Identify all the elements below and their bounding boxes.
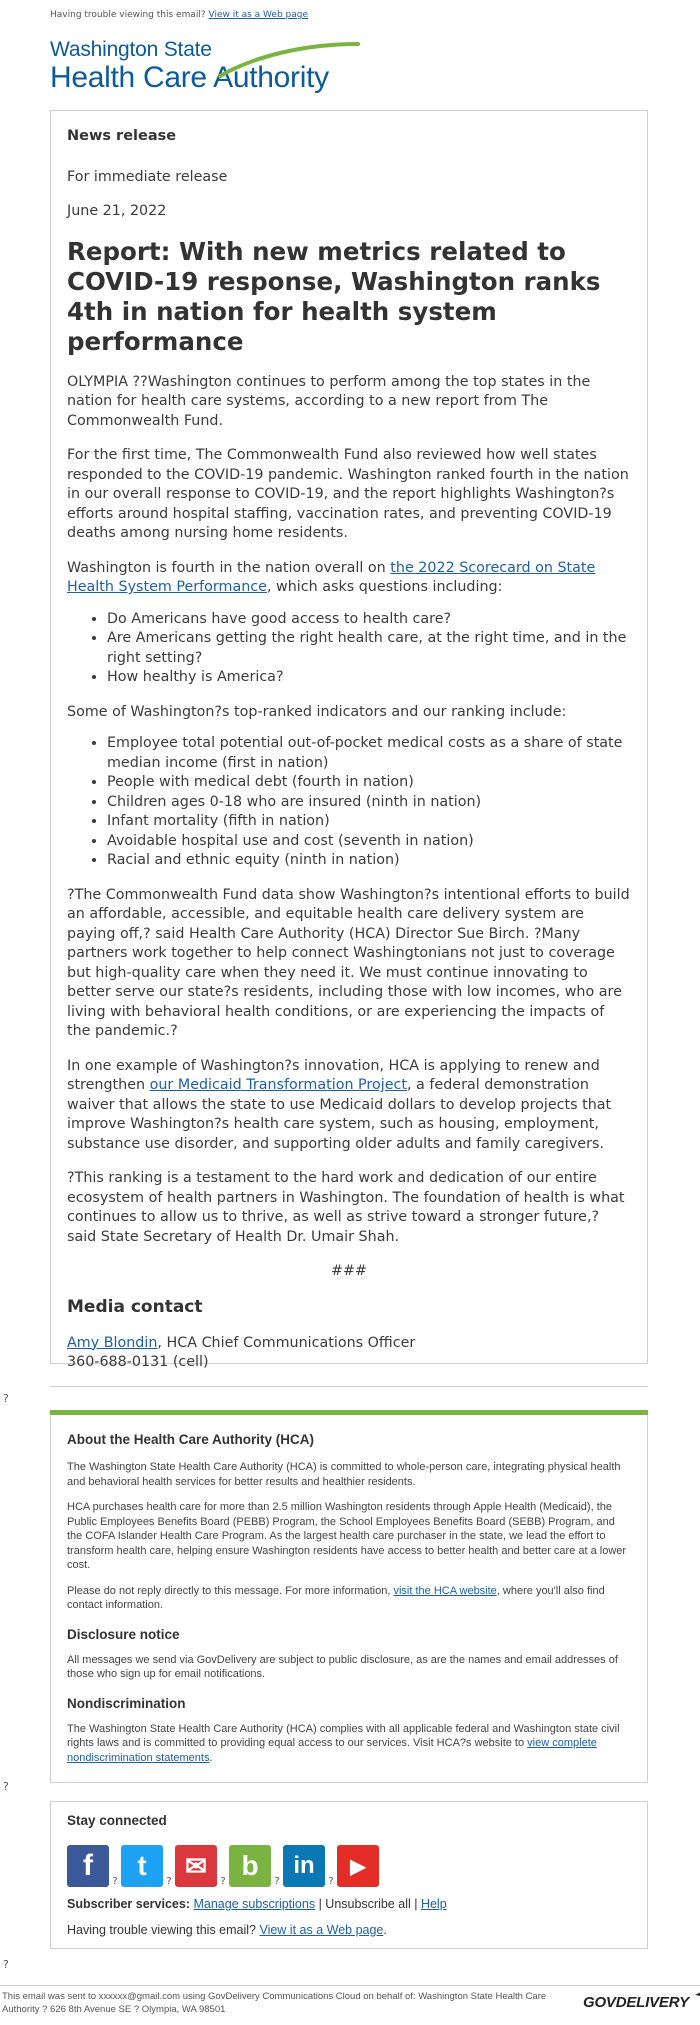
hca-website-link[interactable]: visit the HCA website (393, 1584, 497, 1597)
contact-name-link[interactable]: Amy Blondin (67, 1334, 158, 1351)
about-hca-card (50, 1415, 648, 1783)
list-item: • Racial and ethnic equity (ninth in nation) (107, 851, 631, 871)
list-item: • Children ages 0-18 who are insured (ninth in nation) (107, 793, 631, 813)
view-web-page-bottom-link[interactable]: View it as a Web page (259, 1923, 384, 1937)
about-paragraph-2: HCA purchases health care for more than 2.5 million Washington residents through Apple Health (Medicaid), the Public Employees Benefits Board (PEBB) Program, the School Employees Benefits Board (SEBB) Program, and the COFA Islander Health Care Program. As the largest health care purchaser in the state, we lead the effort to transform health care, helping ensure Washington residents have access to better health and better care at a lower cost. (67, 1501, 627, 1571)
linkedin-icon[interactable]: in (283, 1845, 325, 1887)
hca-logo[interactable] (50, 38, 370, 100)
manage-subscriptions-link[interactable]: Manage subscriptions (193, 1897, 316, 1911)
list-item: • Infant mortality (fifth in nation) (107, 812, 631, 832)
disclosure-text: All messages we send via GovDelivery are subject to public disclosure, as are the names and email addresses of those who sign up for email notifications. (67, 1653, 618, 1680)
divider (50, 1386, 648, 1387)
stay-connected-heading: Stay connected (67, 1813, 167, 1828)
disclosure-heading: Disclosure notice (67, 1626, 180, 1642)
logo-line-1: Washington State (50, 38, 212, 61)
youtube-icon[interactable]: ▶ (337, 1845, 379, 1887)
release-date: June 21, 2022 (67, 203, 167, 219)
subscriber-services: Subscriber services: Manage subscriptions | Unsubscribe all | Help (67, 1897, 447, 1911)
list-item: • Employee total potential out-of-pocket medical costs as a share of state median income (first in nation) (107, 734, 631, 773)
questions-list (67, 610, 631, 688)
contact-phone: 360-688-0131 (cell) (67, 1354, 209, 1370)
news-release-card (50, 110, 648, 1370)
list-item: • Do Americans have good access to health care? (107, 610, 631, 630)
about-heading: About the Health Care Authority (HCA) (67, 1432, 314, 1447)
media-contact-heading: Media contact (67, 1296, 203, 1317)
logo-line-2: Health Care Authority (50, 61, 329, 94)
social-icons (67, 1841, 631, 1887)
paragraph-5: ?The Commonwealth Fund data show Washington?s intentional efforts to build an affordable, accessible, and equitable health care delivery system are paying off,? said Health Care Authority (HCA) Director Sue Birch. ?Many partners work together to help connect Washingtonians not just to coverage but high-quality care when they need it. We must continue innovating to better serve our state?s residents, including those with low incomes, who are living with behavioral health conditions, or are experiencing the impacts of the pandemic.? (67, 886, 630, 1039)
headline: Report: With new metrics related to COVID-19 response, Washington ranks 4th in nation for health system performance (67, 236, 601, 356)
paragraph-3: Washington is fourth in the nation overall on the 2022 Scorecard on State Health System Performance, which asks questions including: (67, 559, 596, 595)
icon-separator: ? (220, 1876, 226, 1887)
nondiscrimination-text: The Washington State Health Care Authority (HCA) complies with all applicable federal and Washington state civil rights laws and is committed to providing equal access to our services. Visit HCA?s website to view complete nondiscrimination statements. (67, 1722, 620, 1764)
about-paragraph-3: Please do not reply directly to this message. For more information, visit the HCA website, where you'll also find contact information. (67, 1584, 605, 1611)
icon-separator: ? (328, 1876, 334, 1887)
twitter-icon[interactable]: t (121, 1845, 163, 1887)
govdelivery-logo[interactable]: GOVDELIVERY (583, 1994, 689, 2011)
indicators-list (67, 734, 631, 871)
list-item: • Are Americans getting the right health care, at the right time, and in the right setting? (107, 629, 631, 668)
icon-separator: ? (274, 1876, 280, 1887)
paragraph-1: OLYMPIA ??Washington continues to perform among the top states in the nation for health care systems, according to a new report from The Commonwealth Fund. (67, 373, 591, 429)
paragraph-6: In one example of Washington?s innovation, HCA is applying to renew and strengthen our Medicaid Transformation Project, a federal demonstration waiver that allows the state to use Medicaid dollars to develop projects that improve Washington?s health care system, such as housing, employment, substance use disorder, and supporting older adults and family caregivers. (67, 1057, 612, 1152)
icon-separator: ? (166, 1876, 172, 1887)
spacer-mark: ? (3, 1780, 9, 1793)
icon-separator: ? (112, 1876, 118, 1887)
spacer-mark: ? (3, 1958, 9, 1971)
plane-icon (695, 1989, 700, 2001)
scorecard-link[interactable]: the 2022 Scorecard on State Health System Performance (67, 559, 596, 595)
list-item: • How healthy is America? (107, 668, 631, 688)
footer-text: This email was sent to xxxxxx@gmail.com using GovDelivery Communications Cloud on behalf of: Washington State Health Care Authority ? 626 8th Avenue SE ? Olympia, WA 98501 (2, 1991, 547, 2015)
list-item: • People with medical debt (fourth in nation) (107, 773, 631, 793)
spacer-mark: ? (3, 1392, 9, 1405)
nondiscrimination-link[interactable]: view complete nondiscrimination statements (67, 1737, 597, 1764)
immediate-release: For immediate release (67, 168, 228, 185)
end-marker: ### (331, 1263, 367, 1279)
email-icon[interactable]: ✉ (175, 1845, 217, 1887)
list-item: • Avoidable hospital use and cost (seventh in nation) (107, 832, 631, 852)
bottom-trouble-line: Having trouble viewing this email? View it as a Web page. (67, 1923, 387, 1937)
paragraph-4: Some of Washington?s top-ranked indicators and our ranking include: (67, 703, 567, 720)
help-link[interactable]: Help (420, 1897, 447, 1911)
footer-divider (0, 1985, 700, 1986)
paragraph-2: For the first time, The Commonwealth Fund also reviewed how well states responded to the COVID-19 pandemic. Washington ranked fourth in the nation in our overall response to COVID-19, and the report highlights Washington?s efforts around hospital staffing, vaccination rates, and preventing COVID-19 deaths among nursing home residents. (67, 447, 629, 541)
nondiscrimination-heading: Nondiscrimination (67, 1695, 186, 1711)
blog-icon[interactable]: b (229, 1845, 271, 1887)
about-paragraph-1: The Washington State Health Care Authority (HCA) is committed to whole-person care, integrating physical health and behavioral health services for better results and healthier residents. (67, 1461, 621, 1488)
trouble-text: Having trouble viewing this email? (50, 10, 206, 20)
view-web-page-link[interactable]: View it as a Web page (208, 10, 309, 20)
medicaid-transformation-link[interactable]: our Medicaid Transformation Project (149, 1077, 407, 1093)
logo-swoosh-icon (50, 38, 370, 100)
stay-connected-card (50, 1801, 648, 1949)
news-release-label: News release (67, 128, 177, 144)
media-contact: Amy Blondin, HCA Chief Communications Officer 360-688-0131 (cell) (67, 1334, 416, 1370)
top-trouble-bar (50, 10, 308, 20)
facebook-icon[interactable]: f (67, 1845, 109, 1887)
paragraph-7: ?This ranking is a testament to the hard work and dedication of our entire ecosystem of health partners in Washington. The foundation of health is what continues to allow us to thrive, as well as strive toward a stronger future,? said State Secretary of Health Dr. Umair Shah. (67, 1170, 625, 1245)
